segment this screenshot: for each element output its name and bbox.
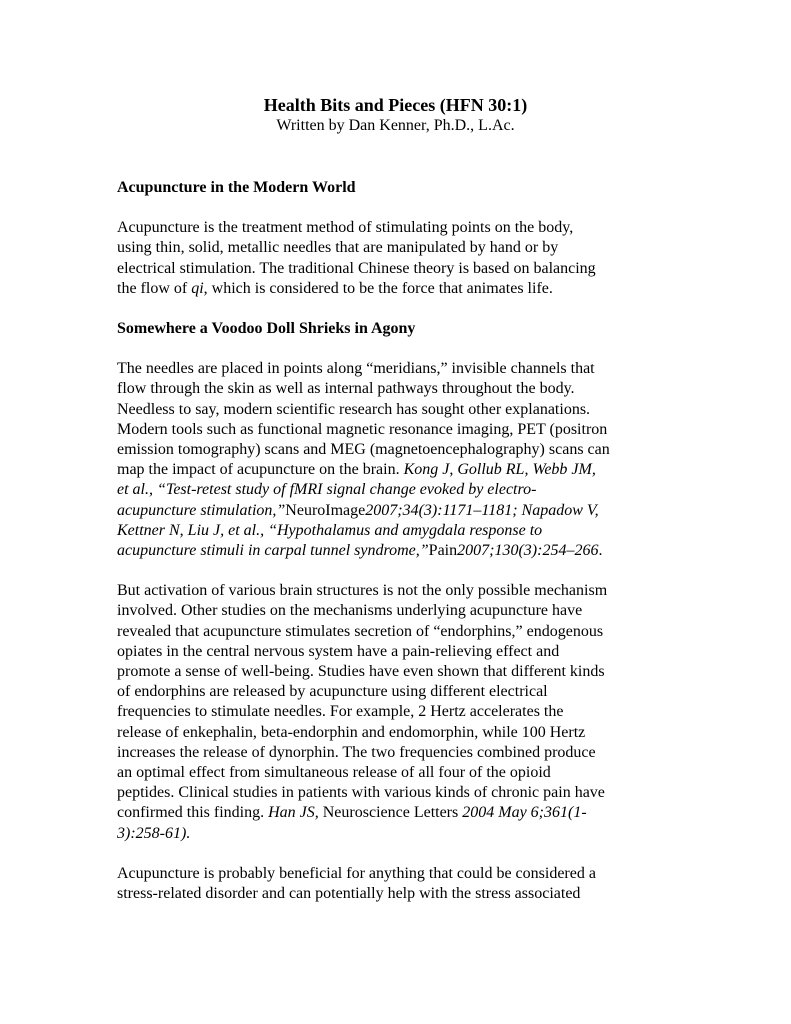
text-line: emission tomography) scans and MEG (magnetoencephalography) scans can bbox=[117, 441, 610, 459]
paragraph-intro bbox=[117, 218, 657, 299]
text-line bbox=[117, 803, 657, 823]
text-line: involved. Other studies on the mechanisms underlying acupuncture have bbox=[117, 602, 583, 620]
text-line: of endorphins are released by acupuncture using different electrical bbox=[117, 683, 548, 701]
citation-text: acupuncture stimulation,” bbox=[117, 501, 286, 519]
text-line: an optimal effect from simultaneous release of all four of the opioid bbox=[117, 764, 551, 782]
text-line bbox=[117, 521, 657, 541]
text-line bbox=[117, 824, 657, 844]
text-run: . bbox=[598, 542, 603, 560]
text-run: , which is considered to be the force that animates life. bbox=[203, 279, 553, 297]
text-line: Acupuncture is the treatment method of stimulating points on the body, bbox=[117, 219, 574, 237]
citation-text: Kettner N, Liu J, et al., “Hypothalamus and amygdala response to bbox=[117, 521, 543, 539]
text-line: peptides. Clinical studies in patients with various kinds of chronic pain have bbox=[117, 784, 605, 802]
text-run: the flow of bbox=[117, 279, 192, 297]
text-line: The needles are placed in points along “meridians,” invisible channels that bbox=[117, 360, 595, 378]
text-line: flow through the skin as well as internal pathways throughout the body. bbox=[117, 380, 575, 398]
paragraph-meridians bbox=[117, 359, 657, 561]
text-line bbox=[117, 460, 657, 480]
text-run: confirmed this finding. bbox=[117, 804, 269, 822]
section-heading-modern-world: Acupuncture in the Modern World bbox=[117, 179, 356, 196]
document-header bbox=[0, 94, 791, 136]
italic-term: qi bbox=[191, 279, 204, 297]
text-line: electrical stimulation. The traditional Chinese theory is based on balancing bbox=[117, 259, 596, 277]
citation-text: acupuncture stimuli in carpal tunnel syndrome,” bbox=[117, 542, 429, 560]
text-line: stress-related disorder and can potentially help with the stress associated bbox=[117, 885, 581, 903]
text-line: using thin, solid, metallic needles that are manipulated by hand or by bbox=[117, 239, 559, 257]
text-run: map the impact of acupuncture on the brain. bbox=[117, 461, 404, 479]
document-author: Written by Dan Kenner, Ph.D., L.Ac. bbox=[276, 117, 515, 134]
text-line: revealed that acupuncture stimulates secretion of “endorphins,” endogenous bbox=[117, 622, 604, 640]
document-body bbox=[117, 178, 657, 924]
citation-text: Kong J, Gollub RL, Webb JM, bbox=[403, 461, 596, 479]
citation-text: 2007;34(3):1171–1181; Napadow V, bbox=[365, 501, 599, 519]
journal-name: NeuroImage bbox=[285, 501, 366, 519]
text-line: increases the release of dynorphin. The two frequencies combined produce bbox=[117, 743, 596, 761]
text-line bbox=[117, 501, 657, 521]
text-line bbox=[117, 480, 657, 500]
text-line: Acupuncture is probably beneficial for anything that could be considered a bbox=[117, 864, 596, 882]
paragraph-endorphins bbox=[117, 581, 657, 844]
citation-text: 3):258-61). bbox=[117, 824, 191, 842]
text-line: Modern tools such as functional magnetic resonance imaging, PET (positron bbox=[117, 420, 608, 438]
text-line: promote a sense of well-being. Studies have even shown that different kinds bbox=[117, 663, 605, 681]
journal-name: Pain bbox=[428, 542, 458, 560]
section-heading-voodoo-doll: Somewhere a Voodoo Doll Shrieks in Agony bbox=[117, 320, 416, 338]
text-line bbox=[117, 279, 657, 299]
citation-text: Han JS, bbox=[268, 804, 319, 822]
text-line: frequencies to stimulate needles. For example, 2 Hertz accelerates the bbox=[117, 703, 564, 721]
journal-name: Neuroscience Letters bbox=[318, 804, 463, 822]
text-line: release of enkephalin, beta-endorphin and endomorphin, while 100 Hertz bbox=[117, 723, 586, 741]
text-line bbox=[117, 541, 657, 561]
text-line: opiates in the central nervous system have a pain-relieving effect and bbox=[117, 642, 560, 660]
citation-text: 2007;130(3):254–266 bbox=[457, 542, 599, 560]
paragraph-stress bbox=[117, 864, 657, 904]
citation-text: 2004 May 6;361(1- bbox=[462, 804, 587, 822]
text-line: Needless to say, modern scientific research has sought other explanations. bbox=[117, 400, 591, 418]
text-line: But activation of various brain structures is not the only possible mechanism bbox=[117, 582, 608, 600]
citation-text: et al., “Test-retest study of fMRI signal change evoked by electro- bbox=[117, 481, 537, 499]
document-title: Health Bits and Pieces (HFN 30:1) bbox=[263, 95, 528, 115]
